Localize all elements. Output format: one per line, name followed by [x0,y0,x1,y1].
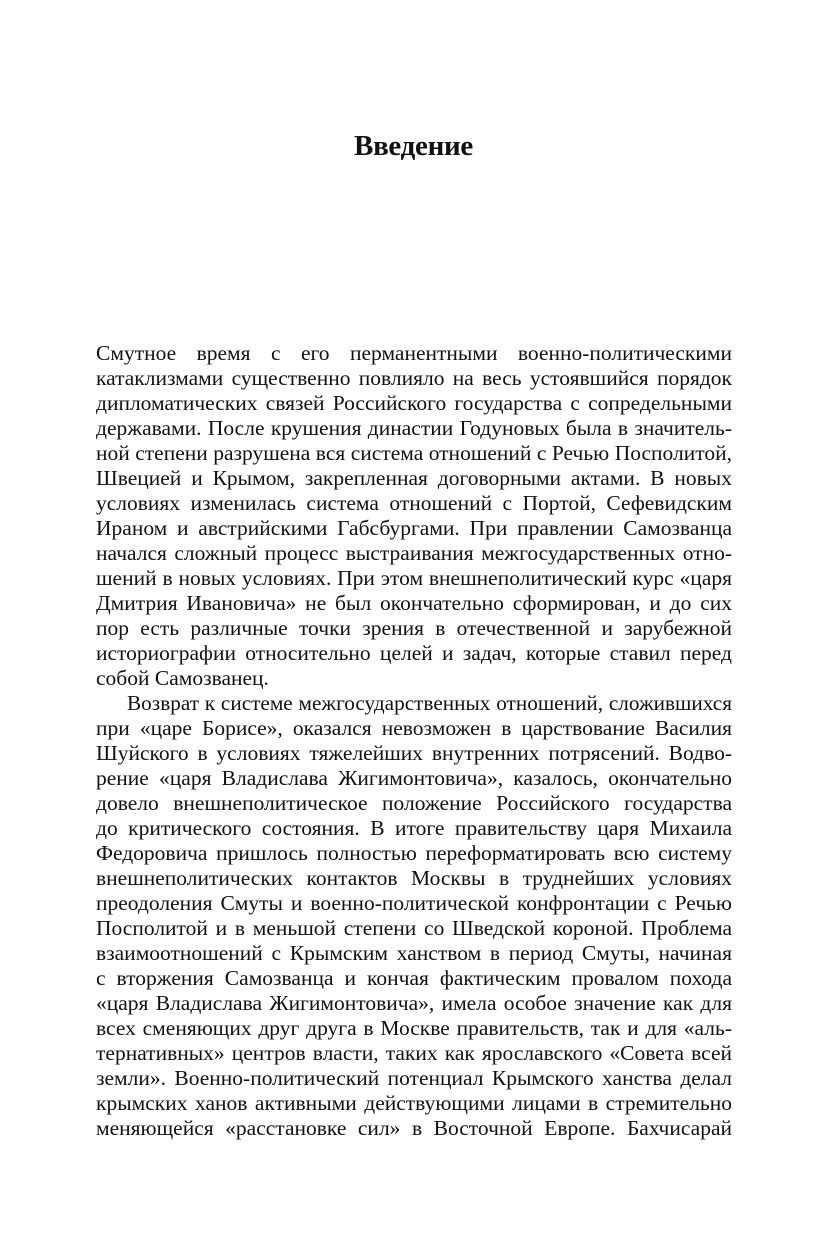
text-line: дипломатических связей Российского государства с сопредельными [96,391,732,415]
text-line: Шуйского в условиях тяжелейших внутренних потрясений. Водво- [96,741,732,765]
paragraph-2 [96,691,732,1141]
text-line: собой Самозванец. [96,666,269,690]
text-line: рение «царя Владислава Жигимонтовича», казалось, окончательно [96,766,732,790]
text-line: земли». Военно-политический потенциал Крымского ханства делал [96,1066,732,1090]
text-line: преодоления Смуты и военно-политической конфронтации с Речью [96,891,732,915]
text-line: внешнеполитических контактов Москвы в труднейших условиях [96,866,732,890]
text-line: Ираном и австрийскими Габсбургами. При правлении Самозванца [96,516,732,540]
text-line: «царя Владислава Жигимонтовича», имела особое значение как для [96,991,732,1015]
text-line: меняющейся «расстановке сил» в Восточной Европе. Бахчисарай [96,1116,732,1140]
text-line: Возврат к системе межгосударственных отношений, сложившихся [127,691,732,715]
text-line: пор есть различные точки зрения в отечественной и зарубежной [96,616,732,640]
text-line: шений в новых условиях. При этом внешнеполитический курс «царя [96,566,732,590]
text-line: катаклизмами существенно повлияло на весь устоявшийся порядок [96,366,732,390]
text-line: ной степени разрушена вся система отношений с Речью Посполитой, [96,441,732,465]
text-line: Смутное время с его перманентными военно-политическими [96,341,732,365]
text-line: при «царе Борисе», оказался невозможен в царствование Василия [96,716,732,740]
text-line: крымских ханов активными действующими лицами в стремительно [96,1091,732,1115]
text-line: Посполитой и в меньшой степени со Шведской короной. Проблема [96,916,732,940]
paragraph-1 [96,341,732,691]
text-line: условиях изменилась система отношений с Портой, Сефевидским [96,491,732,515]
body-text [96,341,732,1141]
text-line: Федоровича пришлось полностью переформатировать всю систему [96,841,732,865]
text-line: до критического состояния. В итоге правительству царя Михаила [96,816,732,840]
text-line: всех сменяющих друг друга в Москве правительств, так и для «аль- [96,1016,732,1040]
text-line: Швецией и Крымом, закрепленная договорными актами. В новых [96,466,732,490]
chapter-title: Введение [354,130,473,162]
text-line: Дмитрия Ивановича» не был окончательно сформирован, и до сих [96,591,732,615]
text-line: довело внешнеполитическое положение Российского государства [96,791,732,815]
text-line: начался сложный процесс выстраивания межгосударственных отно- [96,541,732,565]
text-line: тернативных» центров власти, таких как ярославского «Совета всей [96,1041,732,1065]
text-line: историографии относительно целей и задач, которые ставил перед [96,641,732,665]
text-line: с вторжения Самозванца и кончая фактическим провалом похода [96,966,732,990]
text-line: взаимоотношений с Крымским ханством в период Смуты, начиная [96,941,732,965]
text-line: державами. После крушения династии Годуновых была в значитель- [96,416,732,440]
